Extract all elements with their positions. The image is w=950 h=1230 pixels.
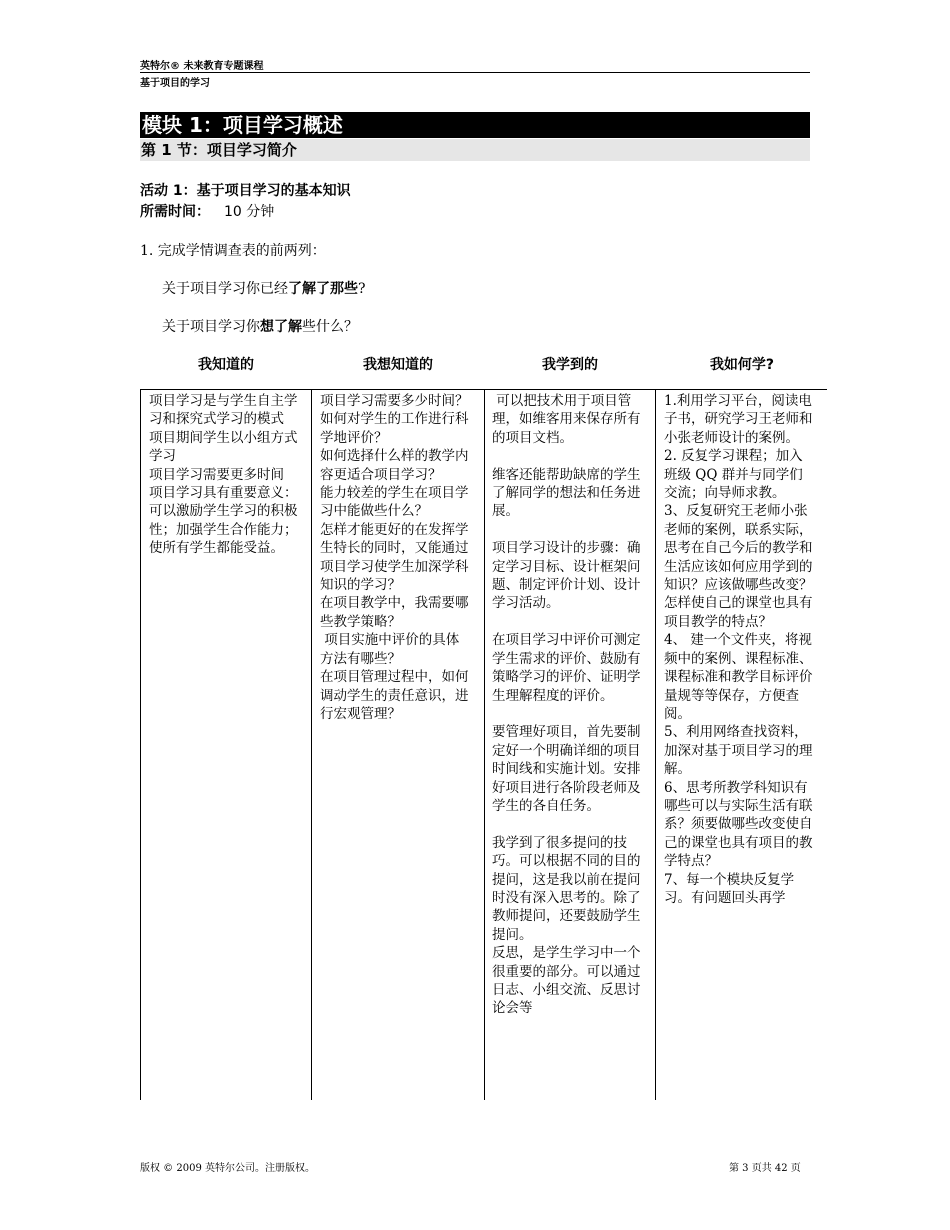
table-cell-want: 项目学习需要多少时间？ 如何对学生的工作进行科学地评价？ 如何选择什么样的教学内容更适合项目学习？ 能力较差的学生在项目学习中能做些什么？ 怎样才能更好的在发挥学生特长的同时，又能通过项目学习使学生加深学科知识的学习？ 在项目教学中，我需要哪些教学策略？ 项目实施中评价的具体方法有哪些？ 在项目管理过程中，如何调动学生的责任意识，进行宏观管理？ [320,393,469,722]
question-want [162,316,358,336]
question-want-bold: 想了解 [260,319,302,335]
column-header-learned: 我学到的 [542,357,598,373]
section-title: 第 1 节：项目学习简介 [140,139,810,161]
course-header: 英特尔® 未来教育专题课程 [140,61,264,72]
time-value: 10 分钟 [224,204,275,220]
time-required [140,201,274,221]
table-divider-1 [311,390,312,1100]
table-cell-learned: 可以把技术用于项目管理，如维客用来保存所有的项目文档。 维客还能帮助缺席的学生了解同学的想法和任务进展。 项目学习设计的步骤：确定学习目标、设计框架问题、制定评价计划、设计学习活动。 在项目学习中评价可测定学生需求的评价、鼓励有策略学习的评价、证明学生理解程度的评价。 要管理好项目，首先要制定好一个明确详细的项目时间线和实施计划。安排好项目进行各阶段老师及学生的各自任务。 我学到了很多提问的技巧。可以根据不同的目的提问，这是我以前在提问时没有深入思考的。除了教师提问，还要鼓励学生提问。 反思，是学生学习中一个很重要的部分。可以通过日志、小组交流、反思讨论会等 [492,393,641,1017]
question-known-prefix: 关于项目学习你已经 [162,281,288,297]
question-want-suffix: 些什么？ [302,319,358,335]
column-header-want: 我想知道的 [363,357,433,373]
time-label: 所需时间： [140,204,210,220]
column-header-know: 我知道的 [198,357,254,373]
table-cell-how: 1.利用学习平台，阅读电子书，研究学习王老师和小张老师设计的案例。 2. 反复学习课程；加入班级 QQ 群并与同学们交流；向导师求教。 3、反复研究王老师小张老师的案例，联系实际，思考在自己今后的教学和生活应该如何应用学到的知识？应该做哪些改变？怎样使自己的课堂也具有项目教学的特点？ 4、 建一个文件夹，将视频中的案例、课程标准、课程标准和教学目标评价量规等等保存，方便查阅。 5、利用网络查找资料，加深对基于项目学习的理解。 6、思考所教学科知识有哪些可以与实际生活有联系？须要做哪些改变使自己的课堂也具有项目的教学特点？ 7、每一个模块反复学习。有问题回头再学 [664,393,813,906]
table-divider-2 [484,390,485,1100]
question-known-bold: 了解了那些 [288,281,358,297]
copyright: 版权 © 2009 英特尔公司。注册版权。 [140,1163,315,1174]
table-divider-3 [655,390,656,1100]
activity-title: 活动 1：基于项目学习的基本知识 [140,183,351,199]
module-title: 模块 1：项目学习概述 [140,112,810,138]
instruction-step: 1. 完成学情调查表的前两列： [140,243,326,259]
course-subheader: 基于项目的学习 [140,78,210,89]
header-divider [140,72,810,73]
question-known-suffix: ? [358,281,366,297]
column-header-how: 我如何学? [709,357,775,373]
page-number: 第 3 页共 42 页 [729,1163,801,1174]
table-border-left [140,390,141,1100]
table-cell-know: 项目学习是与学生自主学习和探究式学习的模式 项目期间学生以小组方式学习 项目学习需要更多时间 项目学习具有重要意义：可以激励学生学习的积极性；加强学生合作能力；使所有学生都能受益。 [149,393,298,557]
question-want-prefix: 关于项目学习你 [162,319,260,335]
question-known [162,278,366,298]
